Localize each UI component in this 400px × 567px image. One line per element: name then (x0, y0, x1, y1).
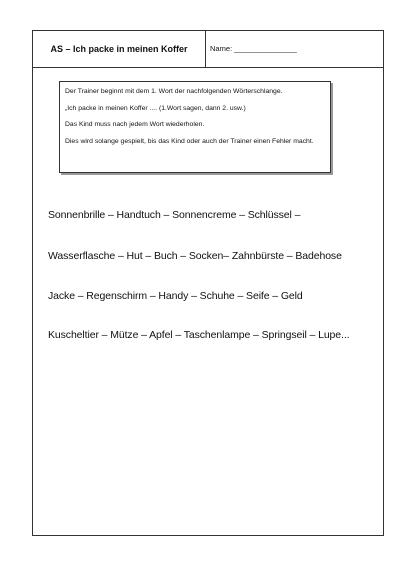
instruction-line-4: Dies wird solange gespielt, bis das Kind oder auch der Trainer einen Fehler macht. (65, 137, 314, 145)
instruction-line-2: „Ich packe in meinen Koffer .... (1.Wort sagen, dann 2. usw.) (65, 104, 246, 112)
instruction-line-1: Der Trainer beginnt mit dem 1. Wort der nachfolgenden Wörterschlange. (65, 88, 283, 95)
word-chain-3: Jacke – Regenschirm – Handy – Schuhe – Seife – Geld (48, 290, 303, 302)
instruction-line-3: Das Kind muss nach jedem Wort wiederholen. (65, 121, 205, 128)
worksheet-header (33, 31, 383, 68)
instructions-box (59, 81, 331, 173)
worksheet-title: AS – Ich packe in meinen Koffer (33, 31, 206, 67)
worksheet-page (32, 30, 384, 536)
word-chain-2: Wasserflasche – Hut – Buch – Socken– Zahnbürste – Badehose (48, 250, 342, 262)
word-chain-4: Kuscheltier – Mütze – Apfel – Taschenlampe – Springseil – Lupe... (48, 329, 350, 341)
word-chain-1: Sonnenbrille – Handtuch – Sonnencreme – Schlüssel – (48, 209, 301, 221)
name-field[interactable]: Name: _______________ (210, 44, 297, 53)
